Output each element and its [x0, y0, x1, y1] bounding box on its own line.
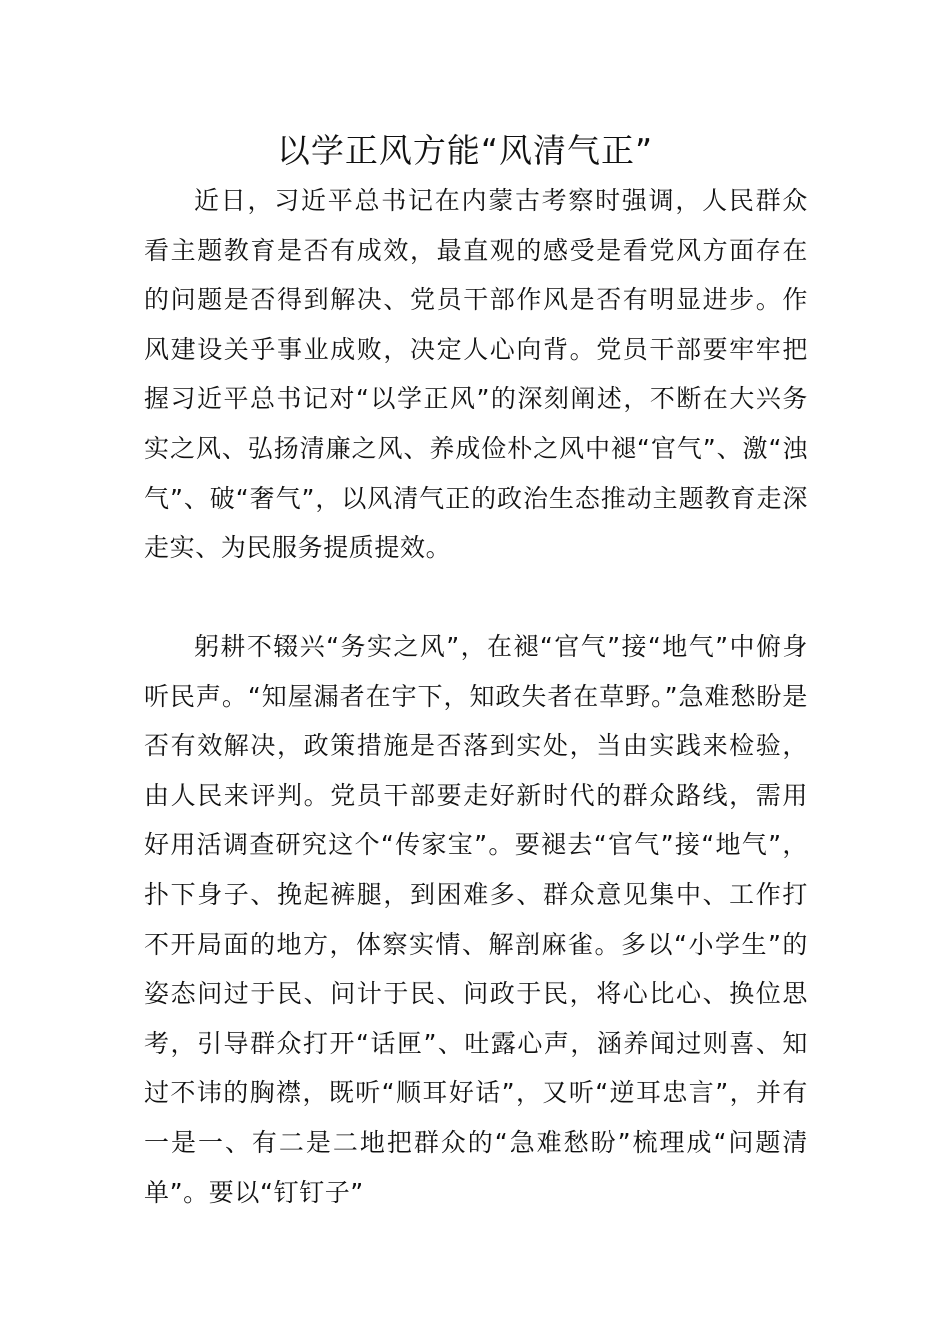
paragraph-1: 近日，习近平总书记在内蒙古考察时强调，人民群众看主题教育是否有成效，最直观的感受是看党风方面存在的问题是否得到解决、党员干部作风是否有明显进步。作风建设关乎事业成败，决定人心向背。党员干部要牢牢把握习近平总书记对“以学正风”的深刻阐述，不断在大兴务实之风、弘扬清廉之风、养成俭朴之风中褪“官气”、激“浊气”、破“奢气”，以风清气正的政治生态推动主题教育走深走实、为民服务提质提效。 [144, 186, 808, 563]
paragraph-2: 躬耕不辍兴“务实之风”，在褪“官气”接“地气”中俯身听民声。“知屋漏者在宇下，知政失者在草野。”急难愁盼是否有效解决，政策措施是否落到实处，当由实践来检验，由人民来评判。党员干部要走好新时代的群众路线，需用好用活调查研究这个“传家宝”。要褪去“官气”接“地气”，扑下身子、挽起裤腿，到困难多、群众意见集中、工作打不开局面的地方，体察实情、解剖麻雀。多以“小学生”的姿态问过于民、问计于民、问政于民，将心比心、换位思考，引导群众打开“话匣”、吐露心声，涵养闻过则喜、知过不讳的胸襟，既听“顺耳好话”，又听“逆耳忠言”，并有一是一、有二是二地把群众的“急难愁盼”梳理成“问题清单”。要以“钉钉子” [144, 632, 808, 1207]
document-title: 以学正风方能“风清气正” [276, 131, 654, 170]
